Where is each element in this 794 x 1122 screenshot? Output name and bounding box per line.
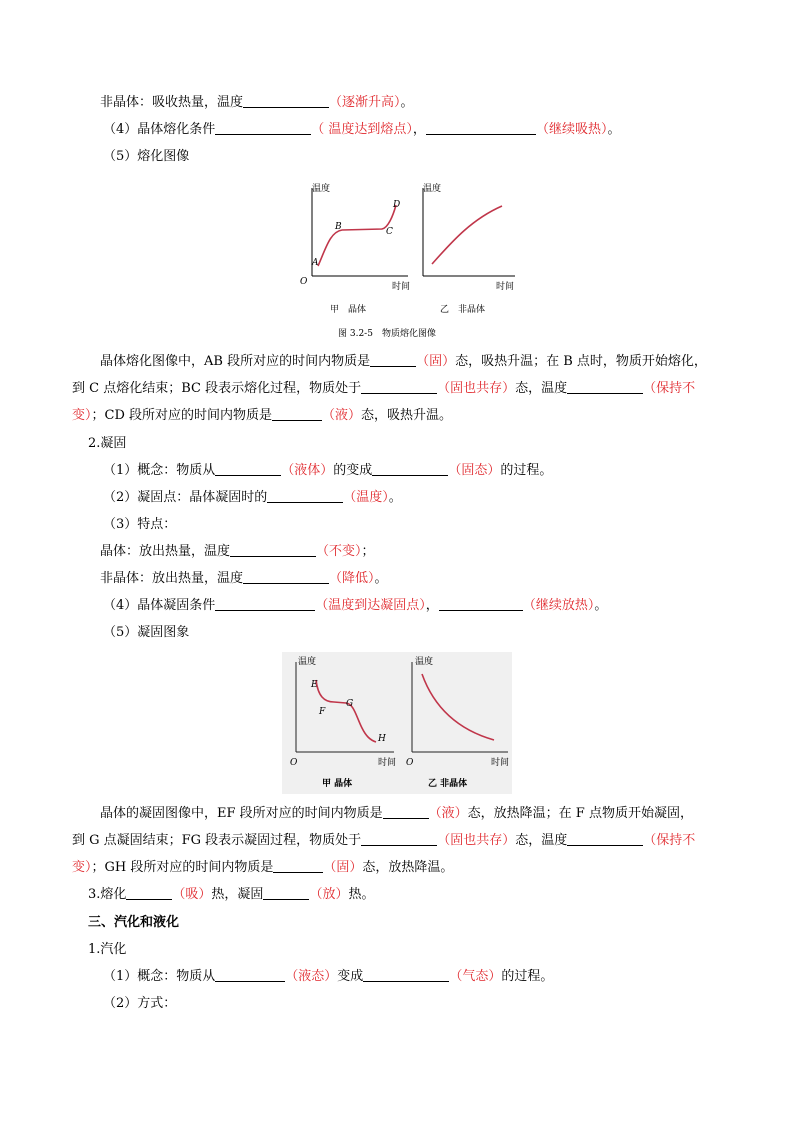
x-axis-label: 时间 (491, 758, 510, 768)
y-axis-label: 温度 (312, 184, 331, 194)
point-f-label: F (319, 707, 326, 717)
answer-blank (263, 886, 309, 900)
answer-blank (215, 121, 311, 135)
answer-blank (439, 597, 523, 611)
answer-blank (426, 121, 536, 135)
origin-label: O (406, 758, 414, 768)
text-line: （5）凝固图象 (103, 625, 190, 640)
y-axis-label: 温度 (423, 184, 442, 194)
y-axis-label: 温度 (298, 657, 317, 667)
text-line: （2）凝固点：晶体凝固时的 （温度）。 (103, 490, 402, 505)
answer-blank (267, 489, 343, 503)
melting-figure (290, 178, 520, 348)
answer-blank (372, 462, 448, 476)
section-heading: 2.凝固 (88, 436, 127, 451)
point-c-label: C (386, 227, 393, 237)
answer-blank (215, 462, 281, 476)
answer-blank (567, 380, 643, 394)
text-line: （5）熔化图像 (103, 149, 190, 164)
answer-blank (370, 353, 416, 367)
text-line: 晶体熔化图像中，AB 段所对应的时间内物质是 （固）态，吸热升温；在 B 点时，物质开始熔化， (100, 354, 707, 369)
answer-blank (361, 832, 437, 846)
origin-label: O (290, 758, 298, 768)
right-caption: 乙 非晶体 (440, 305, 486, 315)
left-caption: 甲 晶体 (330, 305, 367, 315)
answer-blank (243, 570, 329, 584)
text-line: 变）；GH 段所对应的时间内物质是 （固）态，放热降温。 (72, 860, 454, 875)
point-h-label: H (378, 734, 386, 744)
text-line: （1）概念：物质从 （液体）的变成 （固态）的过程。 (103, 463, 553, 478)
amorphous-melting-curve (432, 206, 502, 264)
text-line: 晶体：放出热量，温度 （不变）； (100, 544, 375, 559)
text-line: 3.熔化 （吸）热，凝固 （放）热。 (88, 887, 375, 902)
y-axis-label: 温度 (415, 657, 434, 667)
answer-blank (383, 805, 429, 819)
text-line: （4）晶体凝固条件 （温度到达凝固点）， （继续放热）。 (103, 598, 608, 613)
section-title: 三、汽化和液化 (88, 915, 180, 930)
point-e-label: E (311, 680, 318, 690)
answer-blank (126, 886, 172, 900)
section-heading: 1.汽化 (88, 942, 127, 957)
answer-blank (272, 407, 322, 421)
text-line: 晶体的凝固图像中，EF 段所对应的时间内物质是 （液）态，放热降温；在 F 点物质开始凝固， (100, 806, 693, 821)
crystal-melting-curve (318, 205, 396, 266)
text-line: 到 C 点熔化结束；BC 段表示熔化过程，物质处于 （固也共存）态，温度 （保持不 (72, 381, 696, 396)
text-line: 到 G 点凝固结束；FG 段表示凝固过程，物质处于 （固也共存）态，温度 （保持不 (72, 833, 696, 848)
x-axis-label: 时间 (378, 758, 397, 768)
answer-blank (567, 832, 643, 846)
right-caption: 乙 非晶体 (428, 779, 468, 789)
point-b-label: B (335, 222, 342, 232)
text-line: 非晶体：吸收热量，温度 （逐渐升高）。 (100, 95, 414, 110)
text-line: （3）特点： (103, 517, 177, 532)
text-line: 非晶体：放出热量，温度 （降低）。 (100, 571, 388, 586)
solidification-figure (282, 652, 512, 794)
answer-blank (243, 94, 329, 108)
text-line: （4）晶体熔化条件 （ 温度达到熔点）， （继续吸热）。 (103, 122, 621, 137)
left-caption: 甲 晶体 (322, 779, 353, 789)
answer-blank (273, 859, 323, 873)
text-line: （1）概念：物质从 （液态）变成 （气态）的过程。 (103, 969, 554, 984)
answer-blank (363, 968, 449, 982)
answer-blank (361, 380, 437, 394)
figure-background (282, 652, 512, 794)
answer-blank (230, 543, 316, 557)
point-g-label: G (346, 699, 354, 709)
figure-caption: 图 3.2-5 物质熔化图像 (338, 329, 436, 339)
x-axis-label: 时间 (496, 282, 515, 292)
answer-blank (215, 968, 285, 982)
point-d-label: D (393, 200, 401, 210)
point-a-label: A (312, 258, 319, 268)
x-axis-label: 时间 (392, 282, 411, 292)
origin-label: O (300, 277, 308, 287)
text-line: （2）方式： (103, 996, 177, 1011)
text-line: 变）；CD 段所对应的时间内物质是 （液）态，吸热升温。 (72, 408, 453, 423)
answer-blank (215, 597, 315, 611)
